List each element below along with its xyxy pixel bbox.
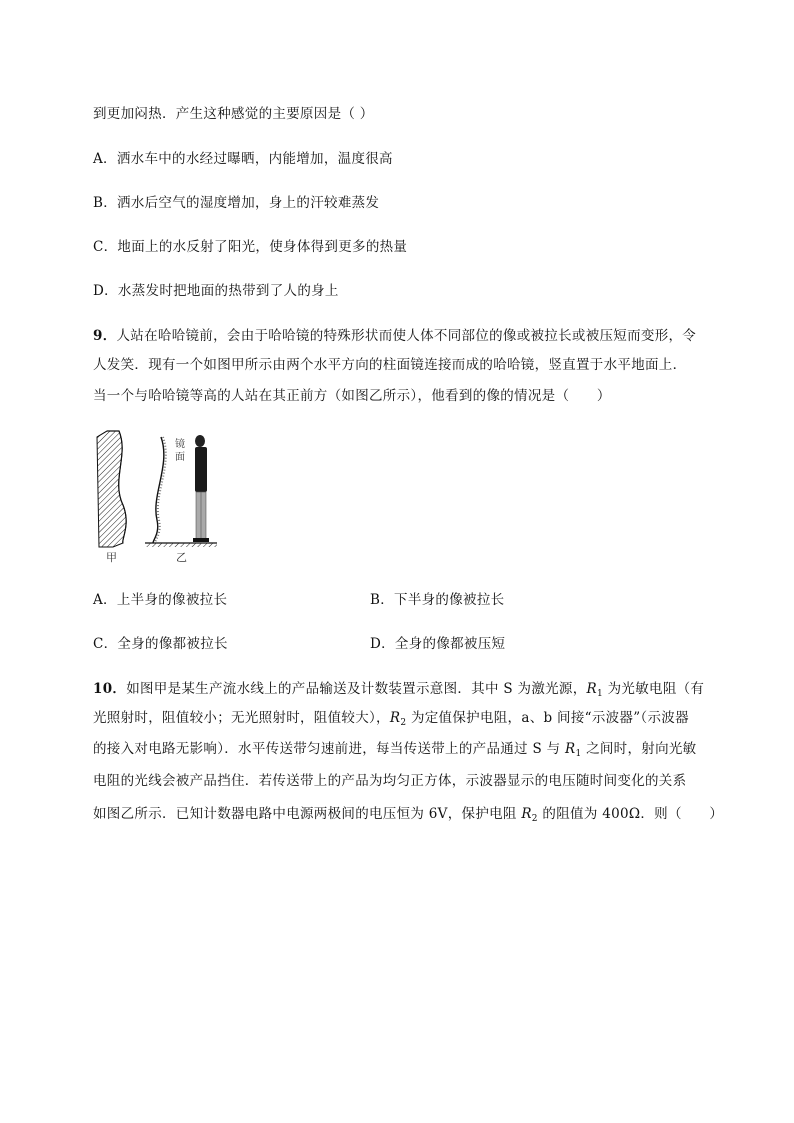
q10-line-3: 的接入对电路无影响）．水平传送带匀速前进，每当传送带上的产品通过 S 与 $R_1$ 之间时，射向光敏 xyxy=(93,741,697,759)
q8-option-d: D．水蒸发时把地面的热带到了人的身上 xyxy=(93,283,339,299)
q9-number: 9． xyxy=(93,328,117,344)
q8-option-c: C．地面上的水反射了阳光，使身体得到更多的热量 xyxy=(93,239,408,255)
person-figure xyxy=(193,435,209,542)
mirror-jia xyxy=(97,431,126,547)
label-yi: 乙 xyxy=(176,551,187,564)
q9-line-1: 9．人站在哈哈镜前，会由于哈哈镜的特殊形状而使人体不同部位的像或被拉长或被压短而变形，令 xyxy=(93,328,697,344)
q10-line-5: 如图乙所示．已知计数器电路中电源两极间的电压恒为 6V，保护电阻 $R_2$ 的阻值为 400Ω．则（ ） xyxy=(93,806,724,824)
q10-line-4: 电阻的光线会被产品挡住．若传送带上的产品为均匀正方体，示波器显示的电压随时间变化的关系 xyxy=(93,773,687,789)
mirror-label-2: 面 xyxy=(175,452,185,463)
mirror-label-1: 镜 xyxy=(175,439,185,450)
q10-line-1: 10．如图甲是某生产流水线上的产品输送及计数装置示意图．其中 S 为激光源，$R_1$ 为光敏电阻（有 xyxy=(93,681,705,699)
ground xyxy=(145,543,217,547)
q9-option-b: B．下半身的像被拉长 xyxy=(370,592,505,608)
q10-line-2: 光照射时，阻值较小；无光照射时，阻值较大），$R_2$ 为定值保护电阻，a、b 间接“示波器”（示波器 xyxy=(93,710,689,728)
q8-stem-tail: 到更加闷热．产生这种感觉的主要原因是（ ） xyxy=(93,106,374,122)
q10-number: 10． xyxy=(93,681,127,697)
fun-mirror-figure xyxy=(93,425,223,565)
q9-option-d: D．全身的像都被压短 xyxy=(370,636,506,652)
q8-option-a: A．洒水车中的水经过曝晒，内能增加，温度很高 xyxy=(93,151,393,167)
q9-option-a: A．上半身的像被拉长 xyxy=(93,592,228,608)
q9-line-3: 当一个与哈哈镜等高的人站在其正前方（如图乙所示），他看到的像的情况是（ ） xyxy=(93,388,611,404)
q9-option-c: C．全身的像都被拉长 xyxy=(93,636,228,652)
q8-option-b: B．洒水后空气的湿度增加，身上的汗较难蒸发 xyxy=(93,195,380,211)
label-jia: 甲 xyxy=(106,551,117,564)
q9-line-2: 人发笑．现有一个如图甲所示由两个水平方向的柱面镜连接而成的哈哈镜，竖直置于水平地面上． xyxy=(93,357,687,373)
mirror-yi xyxy=(153,437,166,543)
